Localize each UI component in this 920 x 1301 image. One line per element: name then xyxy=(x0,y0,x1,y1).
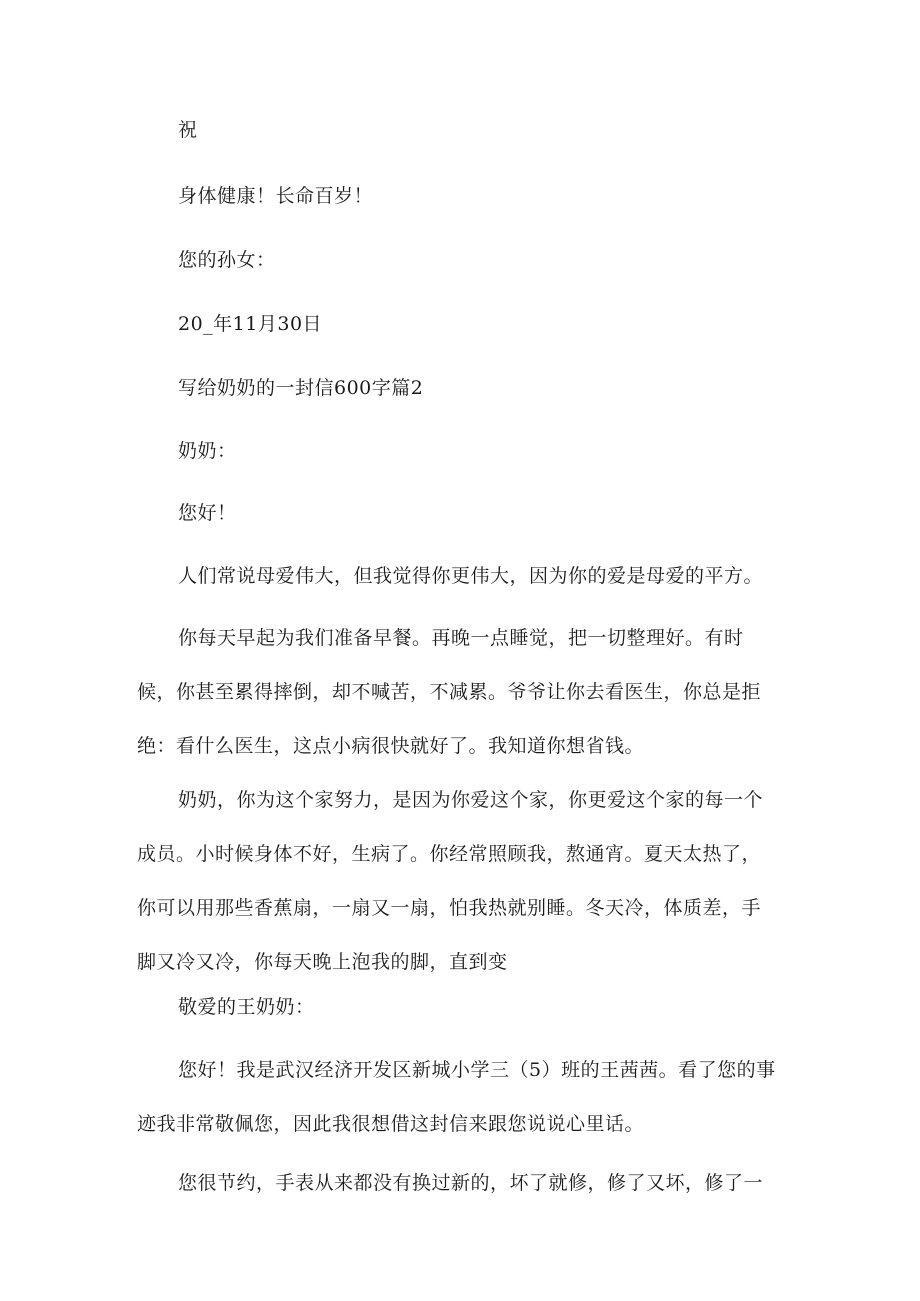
letter2-paragraph-3: 奶奶，你为这个家努力，是因为你爱这个家，你更爱这个家的每一个成员。小时候身体不好，生病了。你经常照顾我，熬通宵。夏天太热了，你可以用那些香蕉扇，一扇又一扇，怕我热就别睡。冬天冷，体质差，手脚又冷又冷，你每天晚上泡我的脚，直到变 xyxy=(137,789,764,973)
closing-wish: 身体健康！长命百岁！ xyxy=(178,185,374,207)
letter2-heading: 写给奶奶的一封信600字篇2 xyxy=(178,377,424,399)
letter3-salutation: 敬爱的王奶奶： xyxy=(178,996,315,1018)
letter3-paragraph-1: 您好！我是武汉经济开发区新城小学三（5）班的王茜茜。看了您的事迹我非常敬佩您，因此我很想借这封信来跟您说说心里话。 xyxy=(137,1059,776,1135)
letter2-salutation: 奶奶： xyxy=(178,440,237,462)
letter2-paragraph-1: 人们常说母爱伟大，但我觉得你更伟大，因为你的爱是母爱的平方。 xyxy=(178,565,764,587)
closing-date: 20_年11月30日 xyxy=(178,313,323,335)
closing-zhu: 祝 xyxy=(178,119,198,141)
letter2-paragraph-2: 你每天早起为我们准备早餐。再晚一点睡觉，把一切整理好。有时候，你甚至累得摔倒，却不喊苦，不减累。爷爷让你去看医生，你总是拒绝：看什么医生，这点小病很快就好了。我知道你想省钱。 xyxy=(137,627,762,757)
letter2-greeting: 您好！ xyxy=(178,502,237,524)
closing-signature: 您的孙女： xyxy=(178,249,276,271)
letter3-paragraph-2: 您很节约，手表从来都没有换过新的，坏了就修，修了又坏，修了一 xyxy=(178,1172,764,1194)
